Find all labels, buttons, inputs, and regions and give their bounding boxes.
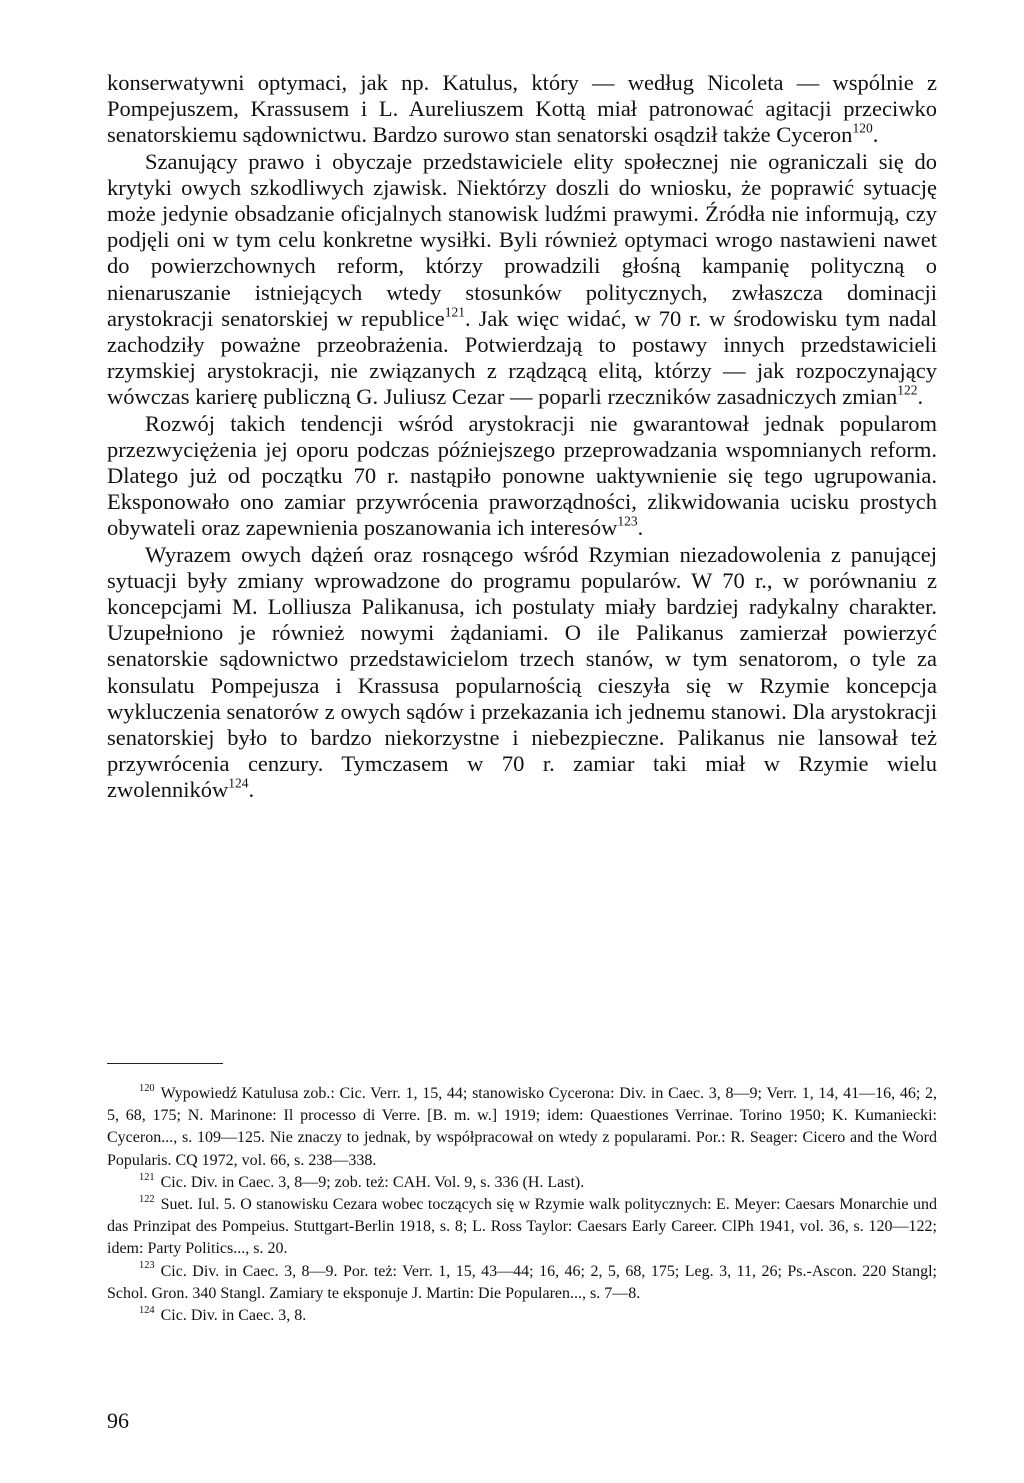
paragraph-4-end: . [248, 777, 255, 803]
footnote-ref-124: 124 [228, 776, 249, 792]
footnotes [107, 1083, 937, 1327]
paragraph-3-end: . [637, 515, 644, 541]
footnote-number: 122 [139, 1193, 155, 1205]
footnote-ref-121: 121 [444, 304, 465, 320]
paragraph-1-text: konserwatywni optymaci, jak np. Katulus, który — według Nicoleta — wspólnie z Pompejuszem, Krassusem i L. Aureliuszem Kottą miał patronować agitacji przeciwko senatorskiemu sądownictwu. Bardzo surowo stan senatorski osądził także Cyceron [107, 70, 937, 148]
footnote-separator [107, 1063, 223, 1064]
footnote-121 [107, 1172, 937, 1194]
paragraph-3 [107, 411, 937, 542]
footnote-number: 123 [139, 1260, 155, 1272]
paragraph-3-text: Rozwój takich tendencji wśród arystokracji nie gwarantował jednak popularom przezwyciężenia jej oporu podczas późniejszego przeprowadzania wspomnianych reform. Dlatego już od początku 70 r. nastąpiło ponowne uaktywnienie się tego ugrupowania. Eksponowało ono zamiar przywrócenia praworządności, zlikwidowania ucisku prostych obywateli oraz zapewnienia poszanowania ich interesów [107, 410, 937, 541]
footnote-ref-122: 122 [897, 383, 918, 398]
paragraph-2-end: . [917, 384, 924, 410]
main-text [107, 70, 937, 804]
footnote-number: 120 [139, 1082, 155, 1094]
paragraph-2-continuation: . Jak więc widać, w 70 r. w środowisku tym nadal zachodziły poważne przeobrażenia. Potwierdzają to postawy innych przedstawicieli rzymskiej arystokracji, nie związanych z rządzącą elitą, którzy — jak rozpoczynający wówczas karierę publiczną G. Juliusz Cezar — poparli rzeczników zasadniczych zmian [107, 305, 937, 410]
footnote-number: 121 [139, 1171, 155, 1183]
footnote-ref-123: 123 [617, 514, 638, 530]
paragraph-4 [107, 542, 937, 804]
footnote-text: Suet. Iul. 5. O stanowisku Cezara wobec toczących się w Rzymie walk politycznych: E. Meyer: Caesars Monarchie und das Prinzipat des Pompeius. Stuttgart-Berlin 1918, s. 8; L. Ross Taylor: Caesars Early Career. ClPh 1941, vol. 36, s. 120—122; idem: Party Politics..., s. 20. [107, 1196, 937, 1258]
paragraph-4-text: Wyrazem owych dążeń oraz rosnącego wśród Rzymian niezadowolenia z panującej sytuacji były zmiany wprowadzone do programu popularów. W 70 r., w porównaniu z koncepcjami M. Lolliusza Palikanusa, ich postulaty miały bardziej radykalny charakter. Uzupełniono je również nowymi żądaniami. O ile Palikanus zamierzał powierzyć senatorskie sądownictwo przedstawicielom trzech stanów, w tym senatorom, o tyle za konsulatu Pompejusza i Krassusa popularnością cieszyła się w Rzymie koncepcja wykluczenia senatorów z owych sądów i przekazania ich jednemu stanowi. Dla arystokracji senatorskiej było to bardzo niekorzystne i niebezpieczne. Palikanus nie lansował też przywrócenia cenzury. Tymczasem w 70 r. zamiar taki miał w Rzymie wielu zwolenników [107, 541, 937, 803]
footnote-ref-120: 120 [852, 120, 873, 136]
paragraph-1 [107, 70, 937, 149]
paragraph-2-text: Szanujący prawo i obyczaje przedstawiciele elity społecznej nie ograniczali się do krytyki owych szkodliwych zjawisk. Niektórzy doszli do wniosku, że poprawić sytuację może jedynie obsadzanie oficjalnych stanowisk ludźmi prawymi. Źródła nie informują, czy podjęli oni w tym celu konkretne wysiłki. Byli również optymaci wrogo nastawieni nawet do powierzchownych reform, którzy prowadzili głośną kampanię polityczną o nienaruszanie istniejących wtedy stosunków politycznych, zwłaszcza dominacji arystokracji senatorskiej w republice [107, 148, 937, 331]
footnote-122 [107, 1194, 937, 1261]
footnote-text: Cic. Div. in Caec. 3, 8—9; zob. też: CAH. Vol. 9, s. 336 (H. Last). [160, 1173, 585, 1191]
footnote-number: 124 [139, 1304, 155, 1316]
footnote-text: Cic. Div. in Caec. 3, 8—9. Por. też: Verr. 1, 15, 43—44; 16, 46; 2, 5, 68, 175; Leg. 3, 11, 26; Ps.-Ascon. 220 Stangl; Schol. Gron. 340 Stangl. Zamiary te eksponuje J. Martin: Die Popularen..., s. 7—8. [107, 1262, 937, 1302]
footnote-text: Cic. Div. in Caec. 3, 8. [160, 1307, 307, 1325]
footnote-123 [107, 1261, 937, 1305]
paragraph-1-end: . [872, 122, 879, 148]
footnote-120 [107, 1083, 937, 1172]
footnote-124 [107, 1305, 937, 1327]
paragraph-2 [107, 149, 937, 411]
page-number: 96 [107, 1408, 129, 1433]
footnote-text: Wypowiedź Katulusa zob.: Cic. Verr. 1, 15, 44; stanowisko Cycerona: Div. in Caec. 3, 8—9; Verr. 1, 14, 41—16, 46; 2, 5, 68, 175; N. Marinone: Il processo di Verre. [B. m. w.] 1919; idem: Quaestiones Verrinae. Torino 1950; K. Kumaniecki: Cyceron..., s. 109—125. Nie znaczy to jednak, by współpracował on wtedy z popularami. Por.: R. Seager: Cicero and the Word Popularis. CQ 1972, vol. 66, s. 238—338. [107, 1085, 937, 1169]
